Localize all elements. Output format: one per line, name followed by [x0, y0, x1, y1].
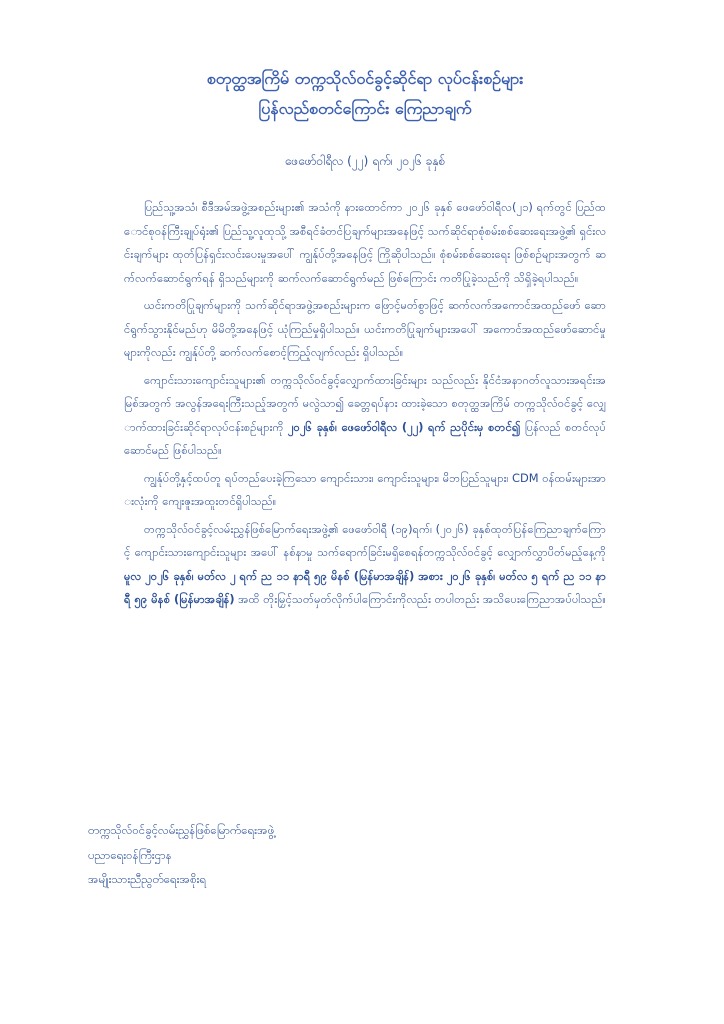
footer-ministry: ပညာရေးဝန်ကြီးဌာန	[88, 847, 172, 862]
title-line-2: ပြန်လည်စတင်ကြောင်း ကြေညာချက်	[258, 99, 472, 118]
title-line-1: စတုတ္ထအကြိမ် တက္ကသိုလ်ဝင်ခွင့်ဆိုင်ရာ လုပ်ငန်းစဉ်များ	[206, 69, 524, 88]
footer-organization: တက္ကသိုလ်ဝင်ခွင့်လမ်းညွှန်ဖြစ်မြောက်ရေးအဖွဲ့	[88, 823, 275, 837]
signature-block	[88, 818, 274, 892]
paragraph-5	[124, 518, 606, 612]
footer-government: အမျိုးသားညီညွတ်ရေးအစိုးရ	[88, 872, 207, 886]
paragraph-5-text-a: တက္ကသိုလ်ဝင်ခွင့်လမ်းညွှန်ဖြစ်မြောက်ရေးအဖွဲ့၏ ဖေဖော်ဝါရီ (၁၉)ရက်၊ (၂၀၂၆) ခုနှစ်ထုတ်ပြန်ကြေညာချက်ကြောင့် ကျောင်းသားကျောင်းသူများ အပေါ် နစ်နာမှု သက်ရောက်ခြင်းမရှိစေရန်တက္ကသိုလ်ဝင်ခွင့် လျှောက်လွှာပိတ်မည့်နေ့ကို	[124, 521, 606, 559]
paragraph-3-bold-date: ၂၀၂၆ ခုနှစ်၊ ဖေဖော်ဝါရီလ (၂၂) ရက် ညပိုင်းမှ စတင်၍	[287, 419, 521, 434]
paragraph-1: ပြည်သူ့အသံ၊ စီဒီအမ်အဖွဲ့အစည်းများ၏ အသံကို နားထောင်ကာ ၂၀၂၆ ခုနှစ် ဖေဖော်ဝါရီလ(၂၁) ရက်တွင် ပြည်ထောင်စုဝန်ကြီးချုပ်ရုံး၏ ပြည်သူ့လူထုသို့ အစီရင်ခံတင်ပြချက်များအနေဖြင့် သက်ဆိုင်ရာစုံစမ်းစစ်ဆေးရေးအဖွဲ့၏ ရှင်းလင်းချက်များ ထုတ်ပြန်ရှင်းလင်းပေးမှုအပေါ် ကျွန်ုပ်တို့အနေဖြင့် ကြိုဆိုပါသည်။ စုံစမ်းစစ်ဆေးရေး ဖြစ်စဉ်များအတွက် ဆက်လက်ဆောင်ရွက်ရန် ရှိသည်များကို ဆက်လက်ဆောင်ရွက်မည် ဖြစ်ကြောင်း ကတိပြုခဲ့သည်ကို သိရှိခဲ့ရပါသည်။	[124, 200, 606, 285]
document-date: ဖေဖော်ဝါရီလ (၂၂) ရက်၊ ၂၀၂၆ ခုနှစ်	[284, 154, 446, 168]
paragraph-5-text-b: အထိ တိုးမြှင့်သတ်မှတ်လိုက်ပါကြောင်းကိုလည်း တပါတည်း အသိပေးကြေညာအပ်ပါသည်။	[234, 592, 606, 606]
document-title	[124, 64, 606, 124]
paragraph-3-text-b: ပြန်လည် စတင်လုပ်ဆောင်မည် ဖြစ်ပါသည်။	[124, 419, 606, 457]
paragraph-2: ယင်းကတိပြုချက်များကို သက်ဆိုင်ရာအဖွဲ့အစည်းများက ဖြောင့်မတ်စွာဖြင့် ဆက်လက်အကောင်အထည်ဖော် ဆောင်ရွက်သွားနိုင်မည်ဟု မိမိတို့အနေဖြင့် ယုံကြည်မှုရှိပါသည်။ ယင်းကတိပြုချက်များအပေါ် အကောင်အထည်ဖော်ဆောင်မှုများကိုလည်း ကျွန်ုပ်တို့ ဆက်လက်စောင့်ကြည့်လျက်လည်း ရှိပါသည်။	[124, 298, 606, 359]
paragraph-3	[124, 369, 606, 463]
paragraph-3-text-a: ကျောင်းသားကျောင်းသူများ၏ တက္ကသိုလ်ဝင်ခွင့်လျှောက်ထားခြင်းများ သည်လည်း နိုင်ငံအနာဂတ်လူသားအရင်းအမြစ်အတွက် အလွန်အရေးကြီးသည့်အတွက် မလွဲသာ၍ ခေတ္တရပ်နား ထားခဲ့သော စတုတ္ထအကြိမ် တက္ကသိုလ်ဝင်ခွင့် လျှောက်ထားခြင်းဆိုင်ရာလုပ်ငန်းစဉ်များကို	[124, 372, 606, 434]
paragraph-5-bold-deadline: မူလ ၂၀၂၆ ခုနှစ်၊ မတ်လ ၂ ရက် ည ၁၁ နာရီ ၅၉ မိနစ် (မြန်မာအချိန်) အစား ၂၀၂၆ ခုနှစ်၊ မတ်လ ၅ ရက် ည ၁၁ နာရီ ၅၉ မိနစ် (မြန်မာအချိန်)	[124, 568, 606, 606]
paragraph-4: ကျွန်ုပ်တို့နှင့်ထပ်တူ ရပ်တည်ပေးခဲ့ကြသော ကျောင်းသား၊ ကျောင်းသူများ၊ မိဘပြည်သူများ၊ CDM ဝန်ထမ်းများအားလုံးကို ကျေးဇူးအထူးတင်ရှိပါသည်။	[124, 470, 606, 508]
